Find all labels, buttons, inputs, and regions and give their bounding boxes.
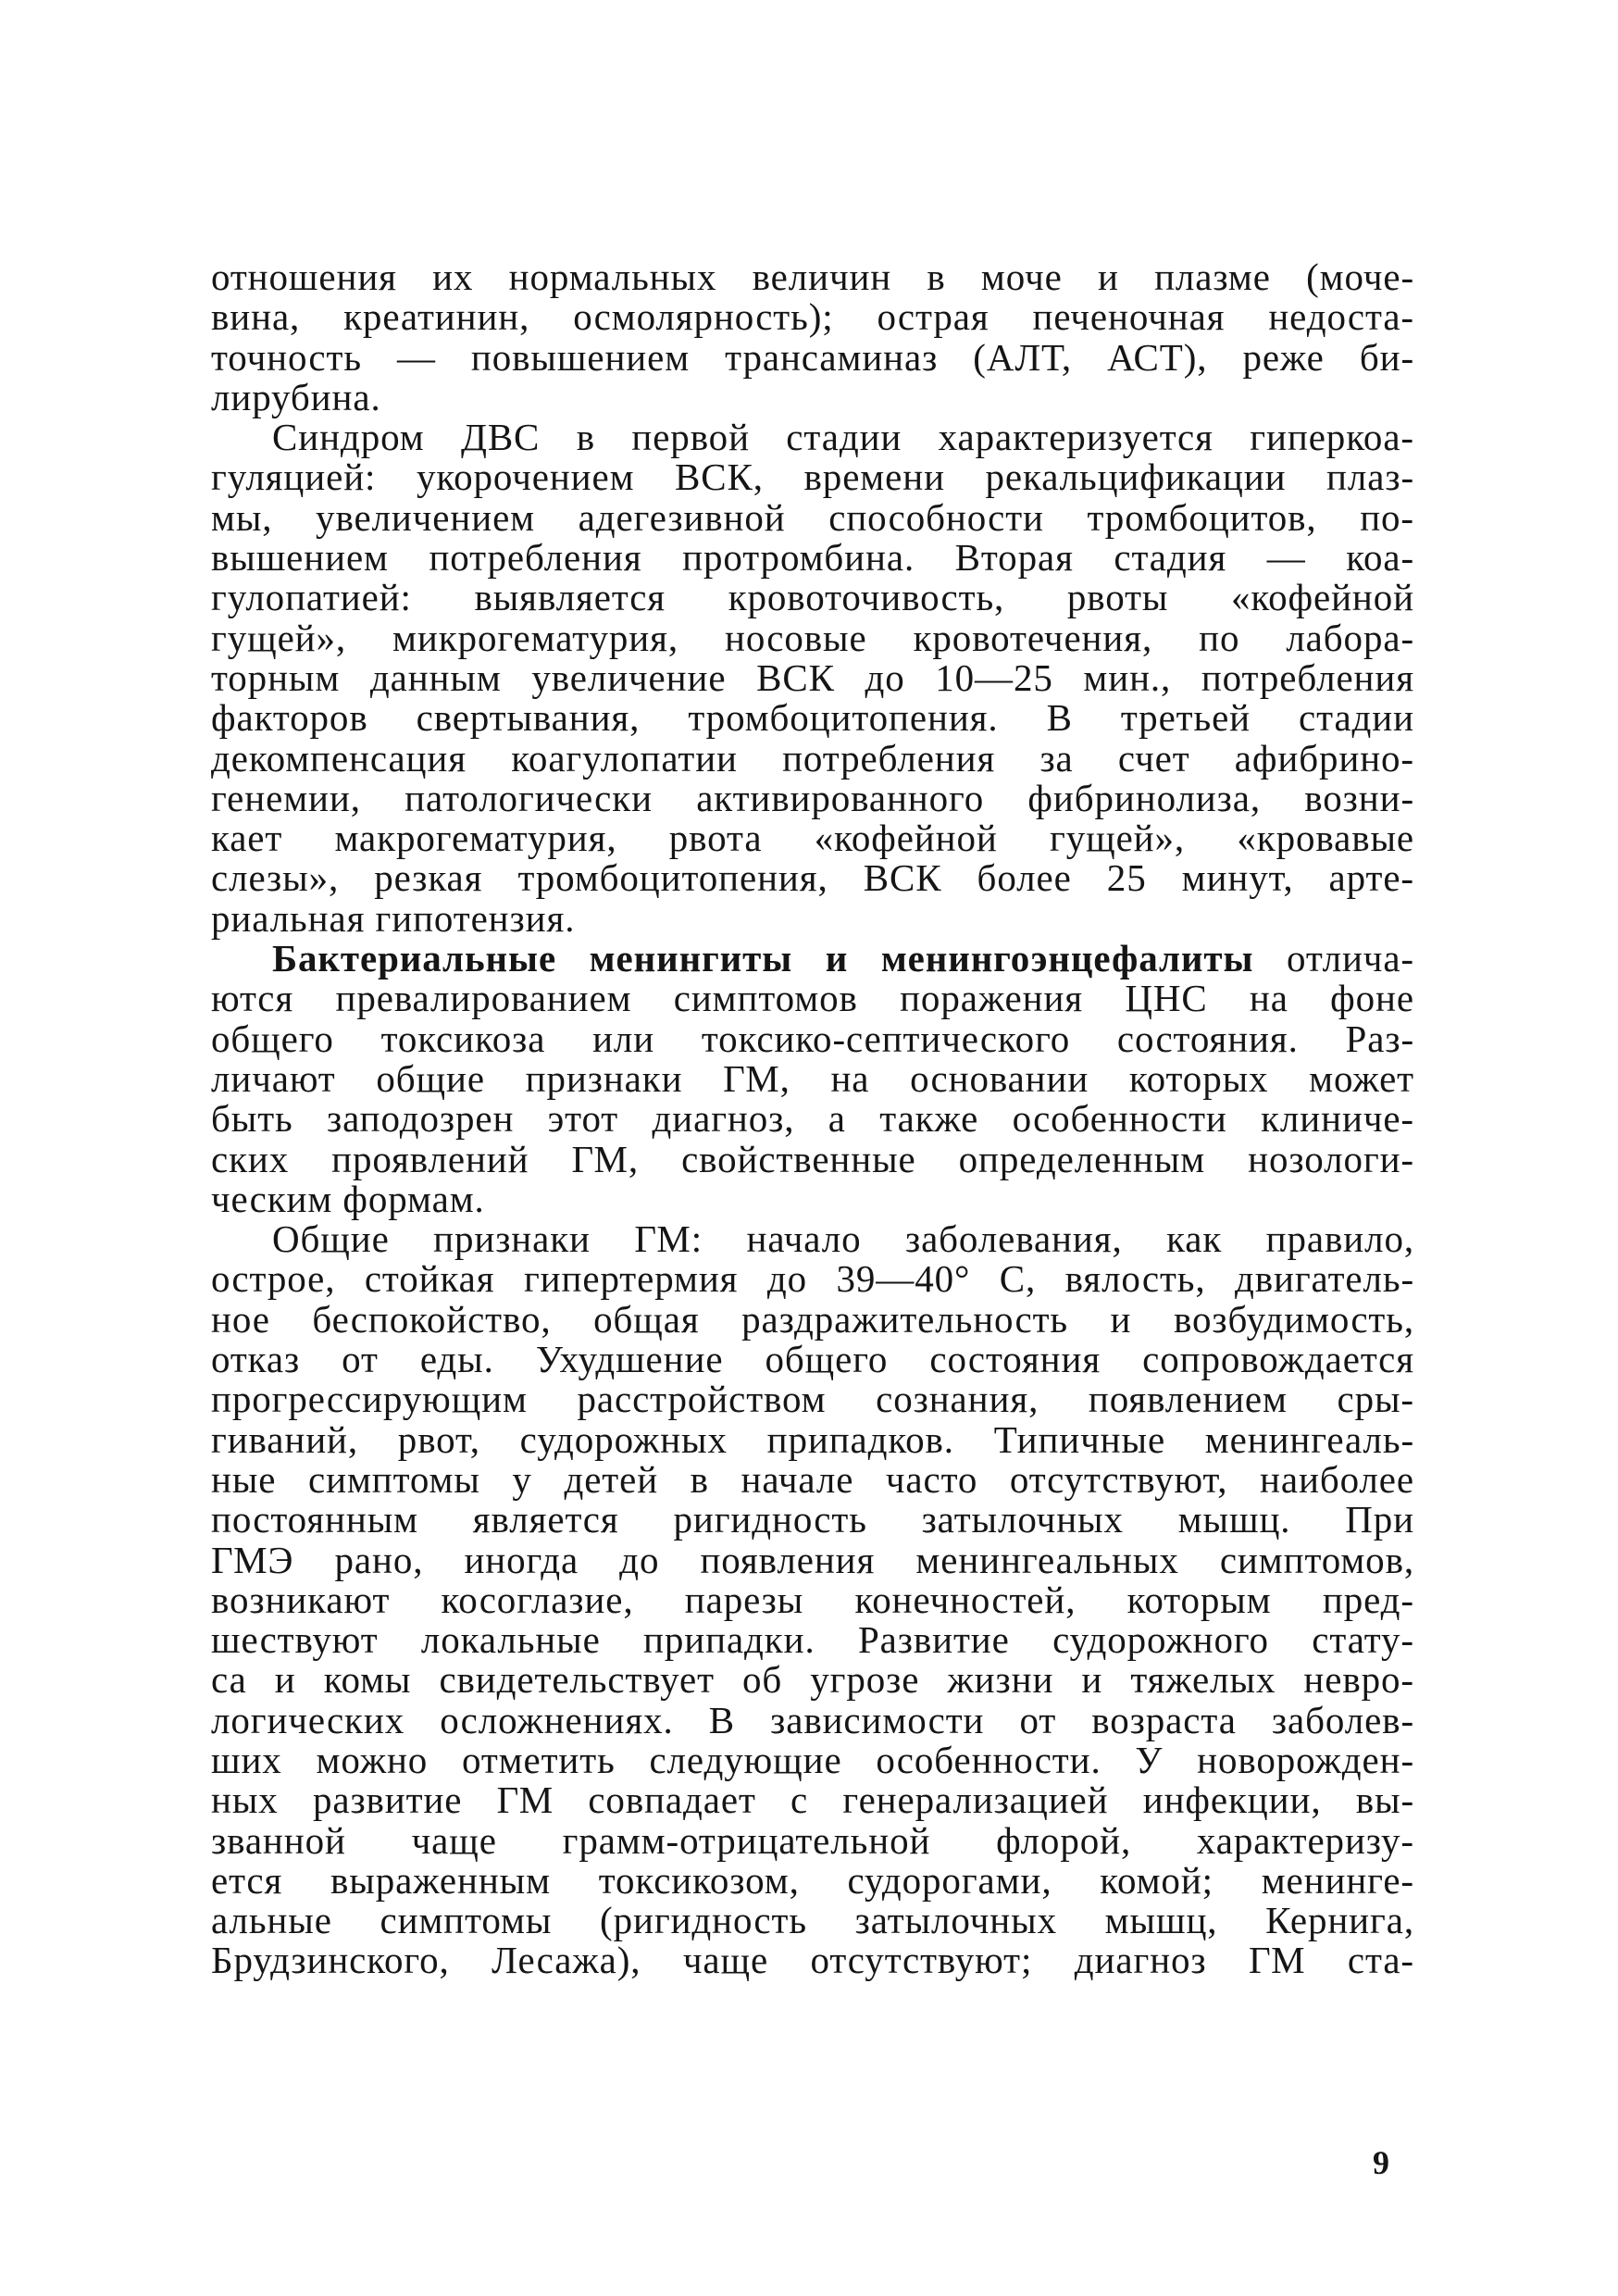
line-text: ских проявлений ГМ, свойственные определенным нозологи- xyxy=(211,1137,1414,1180)
text-line xyxy=(211,939,1414,979)
line-text: ших можно отметить следующие особенности. У новорожден- xyxy=(211,1738,1414,1781)
line-text: точность — повышением трансаминаз (АЛТ, АСТ), реже би- xyxy=(211,335,1414,379)
text-line xyxy=(211,858,1414,898)
line-text: ется выраженным токсикозом, судорогами, комой; менинге- xyxy=(211,1858,1414,1902)
line-text: общего токсикоза или токсико-септического состояния. Раз- xyxy=(211,1017,1414,1060)
text-line xyxy=(211,1620,1414,1660)
line-text: са и комы свидетельствует об угрозе жизни и тяжелых невро- xyxy=(211,1658,1414,1702)
text-line xyxy=(211,335,1414,379)
text-line xyxy=(211,1219,1414,1259)
text-line xyxy=(211,1137,1414,1180)
page-number: 9 xyxy=(1373,2144,1389,2181)
text-line xyxy=(211,1660,1414,1700)
line-text: отношения их нормальных величин в моче и плазме (моче- xyxy=(211,256,1414,298)
line-text: факторов свертывания, тромбоцитопения. В третьей стадии xyxy=(211,696,1414,740)
line-text: альные симптомы (ригидность затылочных мышц, Кернига, xyxy=(211,1899,1414,1942)
text-line xyxy=(211,1780,1414,1820)
text-line xyxy=(211,618,1414,658)
line-text: гуляцией: укорочением ВСК, времени рекальцификации плаз- xyxy=(211,455,1414,499)
line-text: ное беспокойство, общая раздражительность и возбудимость, xyxy=(211,1297,1414,1341)
text-line xyxy=(211,736,1414,780)
line-text: ческим формам. xyxy=(211,1177,485,1220)
text-line xyxy=(211,1457,1414,1501)
text-line xyxy=(211,1417,1414,1461)
text-line xyxy=(211,1738,1414,1781)
line-text: возникают косоглазие, парезы конечностей, которым пред- xyxy=(211,1578,1414,1621)
line-text: генемии, патологически активированного фибринолиза, возни- xyxy=(211,776,1414,819)
line-text: вина, креатинин, осмолярность); острая печеночная недоста- xyxy=(211,295,1414,339)
text-line xyxy=(211,495,1414,539)
line-text: риальная гипотензия. xyxy=(211,896,576,940)
text-line xyxy=(211,1818,1414,1862)
text-line xyxy=(211,457,1414,497)
line-text: кает макрогематурия, рвота «кофейной гущей», «кровавые xyxy=(211,817,1414,860)
text-line xyxy=(211,818,1414,858)
text-line xyxy=(211,776,1414,819)
line-text: отлича- xyxy=(1253,937,1414,980)
text-line xyxy=(211,1580,1414,1620)
text-line xyxy=(211,375,1414,418)
line-text: постоянным является ригидность затылочных мышц. При xyxy=(211,1498,1414,1541)
line-text: лирубина. xyxy=(211,375,381,418)
line-text: званной чаще грамм-отрицательной флорой, характеризу- xyxy=(211,1818,1414,1862)
line-text: Брудзинского, Лесажа), чаще отсутствуют; диагноз ГМ ста- xyxy=(211,1939,1414,1982)
line-text: декомпенсация коагулопатии потребления за счет афибрино- xyxy=(211,736,1414,780)
line-text: Общие признаки ГМ: начало заболевания, как правило, xyxy=(272,1217,1414,1261)
line-text: ные симптомы у детей в начале часто отсутствуют, наиболее xyxy=(211,1457,1414,1501)
line-text: шествуют локальные припадки. Развитие судорожного стату- xyxy=(211,1618,1414,1662)
line-text: торным данным увеличение ВСК до 10—25 мин., потребления xyxy=(211,655,1414,699)
line-text: личают общие признаки ГМ, на основании которых может xyxy=(211,1056,1414,1100)
text-line xyxy=(211,896,1414,940)
text-line xyxy=(211,1179,1414,1219)
line-text: ных развитие ГМ совпадает с генерализацией инфекции, вы- xyxy=(211,1778,1414,1822)
bold-heading: Бактериальные менингиты и менингоэнцефалиты xyxy=(272,937,1254,980)
line-text: слезы», резкая тромбоцитопения, ВСК более 25 минут, арте- xyxy=(211,856,1414,900)
text-line xyxy=(211,1500,1414,1540)
text-line xyxy=(211,979,1414,1018)
line-text: гущей», микрогематурия, носовые кровотечения, по лабора- xyxy=(211,616,1414,659)
line-text: острое, стойкая гипертермия до 39—40° С, вялость, двигатель- xyxy=(211,1257,1414,1301)
line-text: ются превалированием симптомов поражения ЦНС на фоне xyxy=(211,977,1414,1020)
text-line xyxy=(211,1259,1414,1299)
line-text: логических осложнениях. В зависимости от возраста заболев- xyxy=(211,1698,1414,1741)
text-line xyxy=(211,1297,1414,1341)
text-line xyxy=(211,1858,1414,1902)
line-text: мы, увеличением адегезивной способности тромбоцитов, по- xyxy=(211,495,1414,539)
line-text: гулопатией: выявляется кровоточивость, рвоты «кофейной xyxy=(211,576,1414,619)
line-text: быть заподозрен этот диагноз, а также особенности клиниче- xyxy=(211,1097,1414,1141)
text-line xyxy=(211,1099,1414,1139)
body-text xyxy=(211,257,1414,1981)
line-text: гиваний, рвот, судорожных припадков. Типичные менингеаль- xyxy=(211,1417,1414,1461)
text-line xyxy=(211,655,1414,699)
text-line xyxy=(211,1019,1414,1059)
text-line xyxy=(211,1698,1414,1741)
line-text: Синдром ДВС в первой стадии характеризуется гиперкоа- xyxy=(272,416,1414,459)
line-text: прогрессирующим расстройством сознания, появлением сры- xyxy=(211,1378,1414,1421)
text-line xyxy=(211,1940,1414,1980)
line-text: вышением потребления протромбина. Вторая стадия — коа- xyxy=(211,536,1414,580)
text-line xyxy=(211,257,1414,297)
text-line xyxy=(211,538,1414,578)
text-line xyxy=(211,1379,1414,1419)
text-line xyxy=(211,698,1414,738)
text-line xyxy=(211,1056,1414,1100)
line-text: отказ от еды. Ухудшение общего состояния сопровождается xyxy=(211,1338,1414,1381)
text-line xyxy=(211,297,1414,337)
text-line xyxy=(211,578,1414,618)
text-line xyxy=(211,1538,1414,1581)
line-text: ГМЭ рано, иногда до появления менингеальных симптомов, xyxy=(211,1538,1414,1581)
text-line xyxy=(211,418,1414,457)
text-line xyxy=(211,1340,1414,1379)
text-line xyxy=(211,1901,1414,1940)
